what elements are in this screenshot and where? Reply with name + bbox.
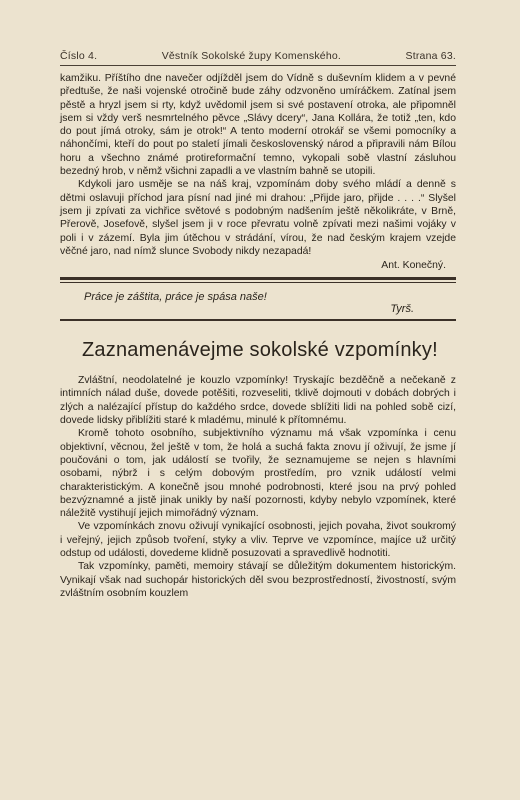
paragraph: Zvláštní, neodolatelné je kouzlo vzpomínky! Tryskajíc bezděčně a nečekaně z intimních nálad duše, dovede potěšiti, rozveseliti, tklivě dojmouti v dobách dobrých i zlých a nalézající přístup do každého srdce, dovede sblížiti lidi na pohled sobě cizí, dovede lidsky přiblížiti staré k mladému, minulé k přítomnému. bbox=[60, 375, 456, 427]
page-number: Strana 63. bbox=[405, 50, 456, 62]
author-signature: Ant. Konečný. bbox=[381, 260, 446, 272]
issue-number: Číslo 4. bbox=[60, 50, 98, 62]
motto-author: Tyrš. bbox=[390, 303, 414, 316]
motto-quote: Práce je záštita, práce je spása naše! bbox=[84, 291, 267, 304]
article-body bbox=[60, 374, 456, 600]
paragraph: kamžiku. Příštího dne navečer odjížděl jsem do Vídně s duševním klidem a v pevné předtuše, že naši vojenské otročině bude záhy odzvoněno umíráčkem. Zatínal jsem pěstě a hryzl jsem si rty, když uvědomil jsem si své postavení otroka, ale připomněl jsem si vždy verš nesmrtelného pěvce „Slávy dcery“, Jana Kollára, že totiž „ten, kdo do pout jímá otroky, sám je otrok!“ A tento moderní otrokář se všemi pomocníky a náhončími, kteří do pout po staletí jímali československý národ a připravili nám Bílou horu a všechno známé protireformační temno, vykopali sobě vlastní zásluhou bezedný hrob, v němž všichni zapadli a ve vlastním bahně se utopili. bbox=[60, 73, 456, 178]
paragraph: Kromě tohoto osobního, subjektivního významu má však vzpomínka i cenu objektivní, věcnou, žel ještě v tom, že holá a suchá fakta znovu jí oživují, že jsme jí poučováni o tom, jak událostí se tvořily, že seznamujeme se nejen s hlavními osobami, nýbrž i s celým dobovým prostředím, pro vznik událostí velmi charakteristickým. A konečně jsou mnohé podrobnosti, které jsou na prvý pohled bezvýznamné a jistě jinak unikly by naší pozornosti, kdyby nebylo vzpomínek, které náležitě vystihují jejich mimořádný význam. bbox=[60, 428, 456, 520]
paragraph: Ve vzpomínkách znovu oživují vynikající osobnosti, jejich povaha, život soukromý i veřejný, jejich způsob tvoření, styky a vliv. Teprve ve vzpomínce, majíce už určitý odstup od události, dovedeme klidně posuzovati a spravedlivě hodnotiti. bbox=[60, 521, 456, 560]
running-header bbox=[60, 50, 456, 66]
article-title: Zaznamenávejme sokolské vzpomínky! bbox=[82, 339, 438, 362]
publication-title: Věstník Sokolské župy Komenského. bbox=[161, 50, 342, 62]
paragraph: Tak vzpomínky, paměti, memoiry stávají se důležitým dokumentem historickým. Vynikají však nad suchopár historických děl svou bezprostředností, živostností, svým zvláštním osobním kouzlem bbox=[60, 561, 456, 599]
divider bbox=[60, 319, 456, 321]
paragraph: Kdykoli jaro usměje se na náš kraj, vzpomínám doby svého mládí a denně s dětmi oslavuji příchod jara písní nad jiné mi drahou: „Přijde jaro, přijde . . . .“ Slyšel jsem ji zpívati za vichřice světové s podobným nadšením ještě několikráte, v Brně, Přerově, Josefově, slyšel jsem ji v roce převratu volně zpívati mezi našimi vojáky v poli i v zázemí. Byla jim útěchou v strádání, vírou, že nad českým krajem vzejde věčné jaro, nad nímž slunce Svobody nikdy nezapadá! bbox=[60, 179, 456, 257]
article-continuation bbox=[60, 72, 456, 271]
